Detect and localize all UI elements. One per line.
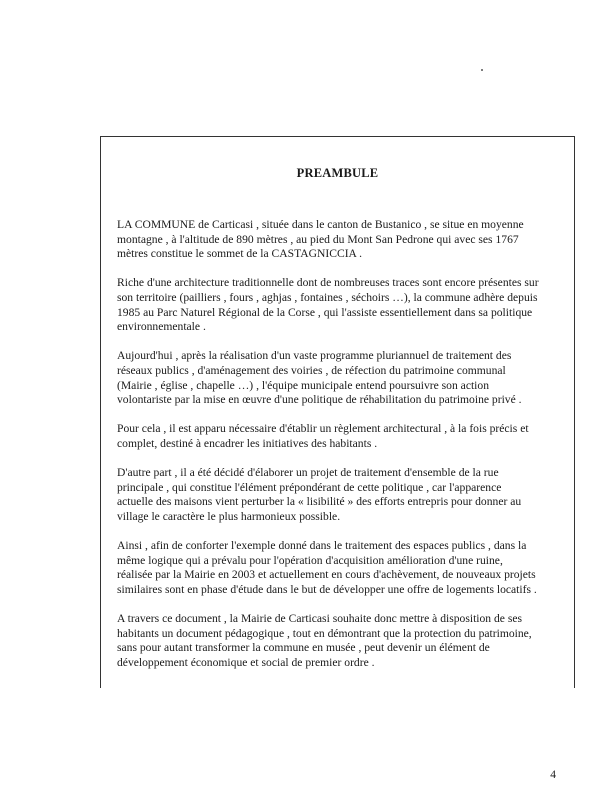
text-line: principale , qui constitue l'élément prépondérant de cette politique , car l'apparence (117, 480, 502, 494)
text-line: Riche d'une architecture traditionnelle dont de nombreuses traces sont encore présentes sur (117, 276, 539, 290)
text-line: Aujourd'hui , après la réalisation d'un vaste programme pluriannuel de traitement des (117, 349, 512, 363)
text-line: volontariste par la mise en œuvre d'une politique de réhabilitation du patrimoine privé . (117, 393, 522, 407)
document-body (117, 218, 565, 685)
text-line: similaires sont en phase d'étude dans le but de développer une offre de logements locatifs . (117, 582, 537, 596)
text-line: (Mairie , église , chapelle …) , l'équipe municipale entend poursuivre son action (117, 378, 490, 392)
text-line: même logique qui a prévalu pour l'opération d'acquisition amélioration d'une ruine, (117, 553, 503, 567)
text-line: 1985 au Parc Naturel Régional de la Corse , qui l'assiste essentiellement dans sa politique (117, 305, 533, 319)
paragraph-today (117, 349, 565, 407)
text-line: mètres constitue le sommet de la CASTAGNICCIA . (117, 247, 363, 261)
text-line: développement économique et social de premier ordre . (117, 655, 375, 669)
paragraph-intro (117, 218, 565, 262)
page-title: PREAMBULE (296, 166, 379, 180)
paragraph-conclusion (117, 612, 565, 670)
text-line: son territoire (pailliers , fours , aghjas , fontaines , séchoirs …), la commune adhère depuis (117, 290, 538, 304)
text-line: sans pour autant transformer la commune en musée , peut devenir un élément de (117, 641, 490, 655)
paragraph-regulation (117, 422, 565, 451)
text-line: D'autre part , il a été décidé d'élaborer un projet de traitement d'ensemble de la rue (117, 466, 499, 480)
text-line: village le caractère le plus harmonieux possible. (117, 509, 341, 523)
page-number: 4 (550, 769, 556, 781)
paragraph-heritage (117, 276, 565, 334)
text-line: réalisée par la Mairie en 2003 et actuellement en cours d'achèvement, de nouveaux projets (117, 568, 536, 582)
text-line: LA COMMUNE de Carticasi , située dans le canton de Bustanico , se situe en moyenne (117, 218, 524, 231)
paragraph-housing (117, 539, 565, 597)
scan-speck (481, 69, 483, 71)
text-line: Pour cela , il est apparu nécessaire d'établir un règlement architectural , à la fois précis et (117, 422, 529, 436)
text-line: environnementale . (117, 320, 206, 334)
paragraph-main-street (117, 466, 565, 524)
text-line: habitants un document pédagogique , tout en démontrant que la protection du patrimoine, (117, 626, 532, 640)
text-line: actuelle des maisons vient perturber la « lisibilité » des efforts entrepris pour donner au (117, 495, 522, 509)
text-line: réseaux publics , d'aménagement des voiries , de réfection du patrimoine communal (117, 363, 506, 377)
text-line: complet, destiné à encadrer les initiatives des habitants . (117, 436, 378, 450)
text-line: Ainsi , afin de conforter l'exemple donné dans le traitement des espaces publics , dans la (117, 539, 527, 553)
text-line: montagne , à l'altitude de 890 mètres , au pied du Mont San Pedrone qui avec ses 1767 (117, 232, 519, 246)
text-line: A travers ce document , la Mairie de Carticasi souhaite donc mettre à disposition de ses (117, 612, 523, 626)
